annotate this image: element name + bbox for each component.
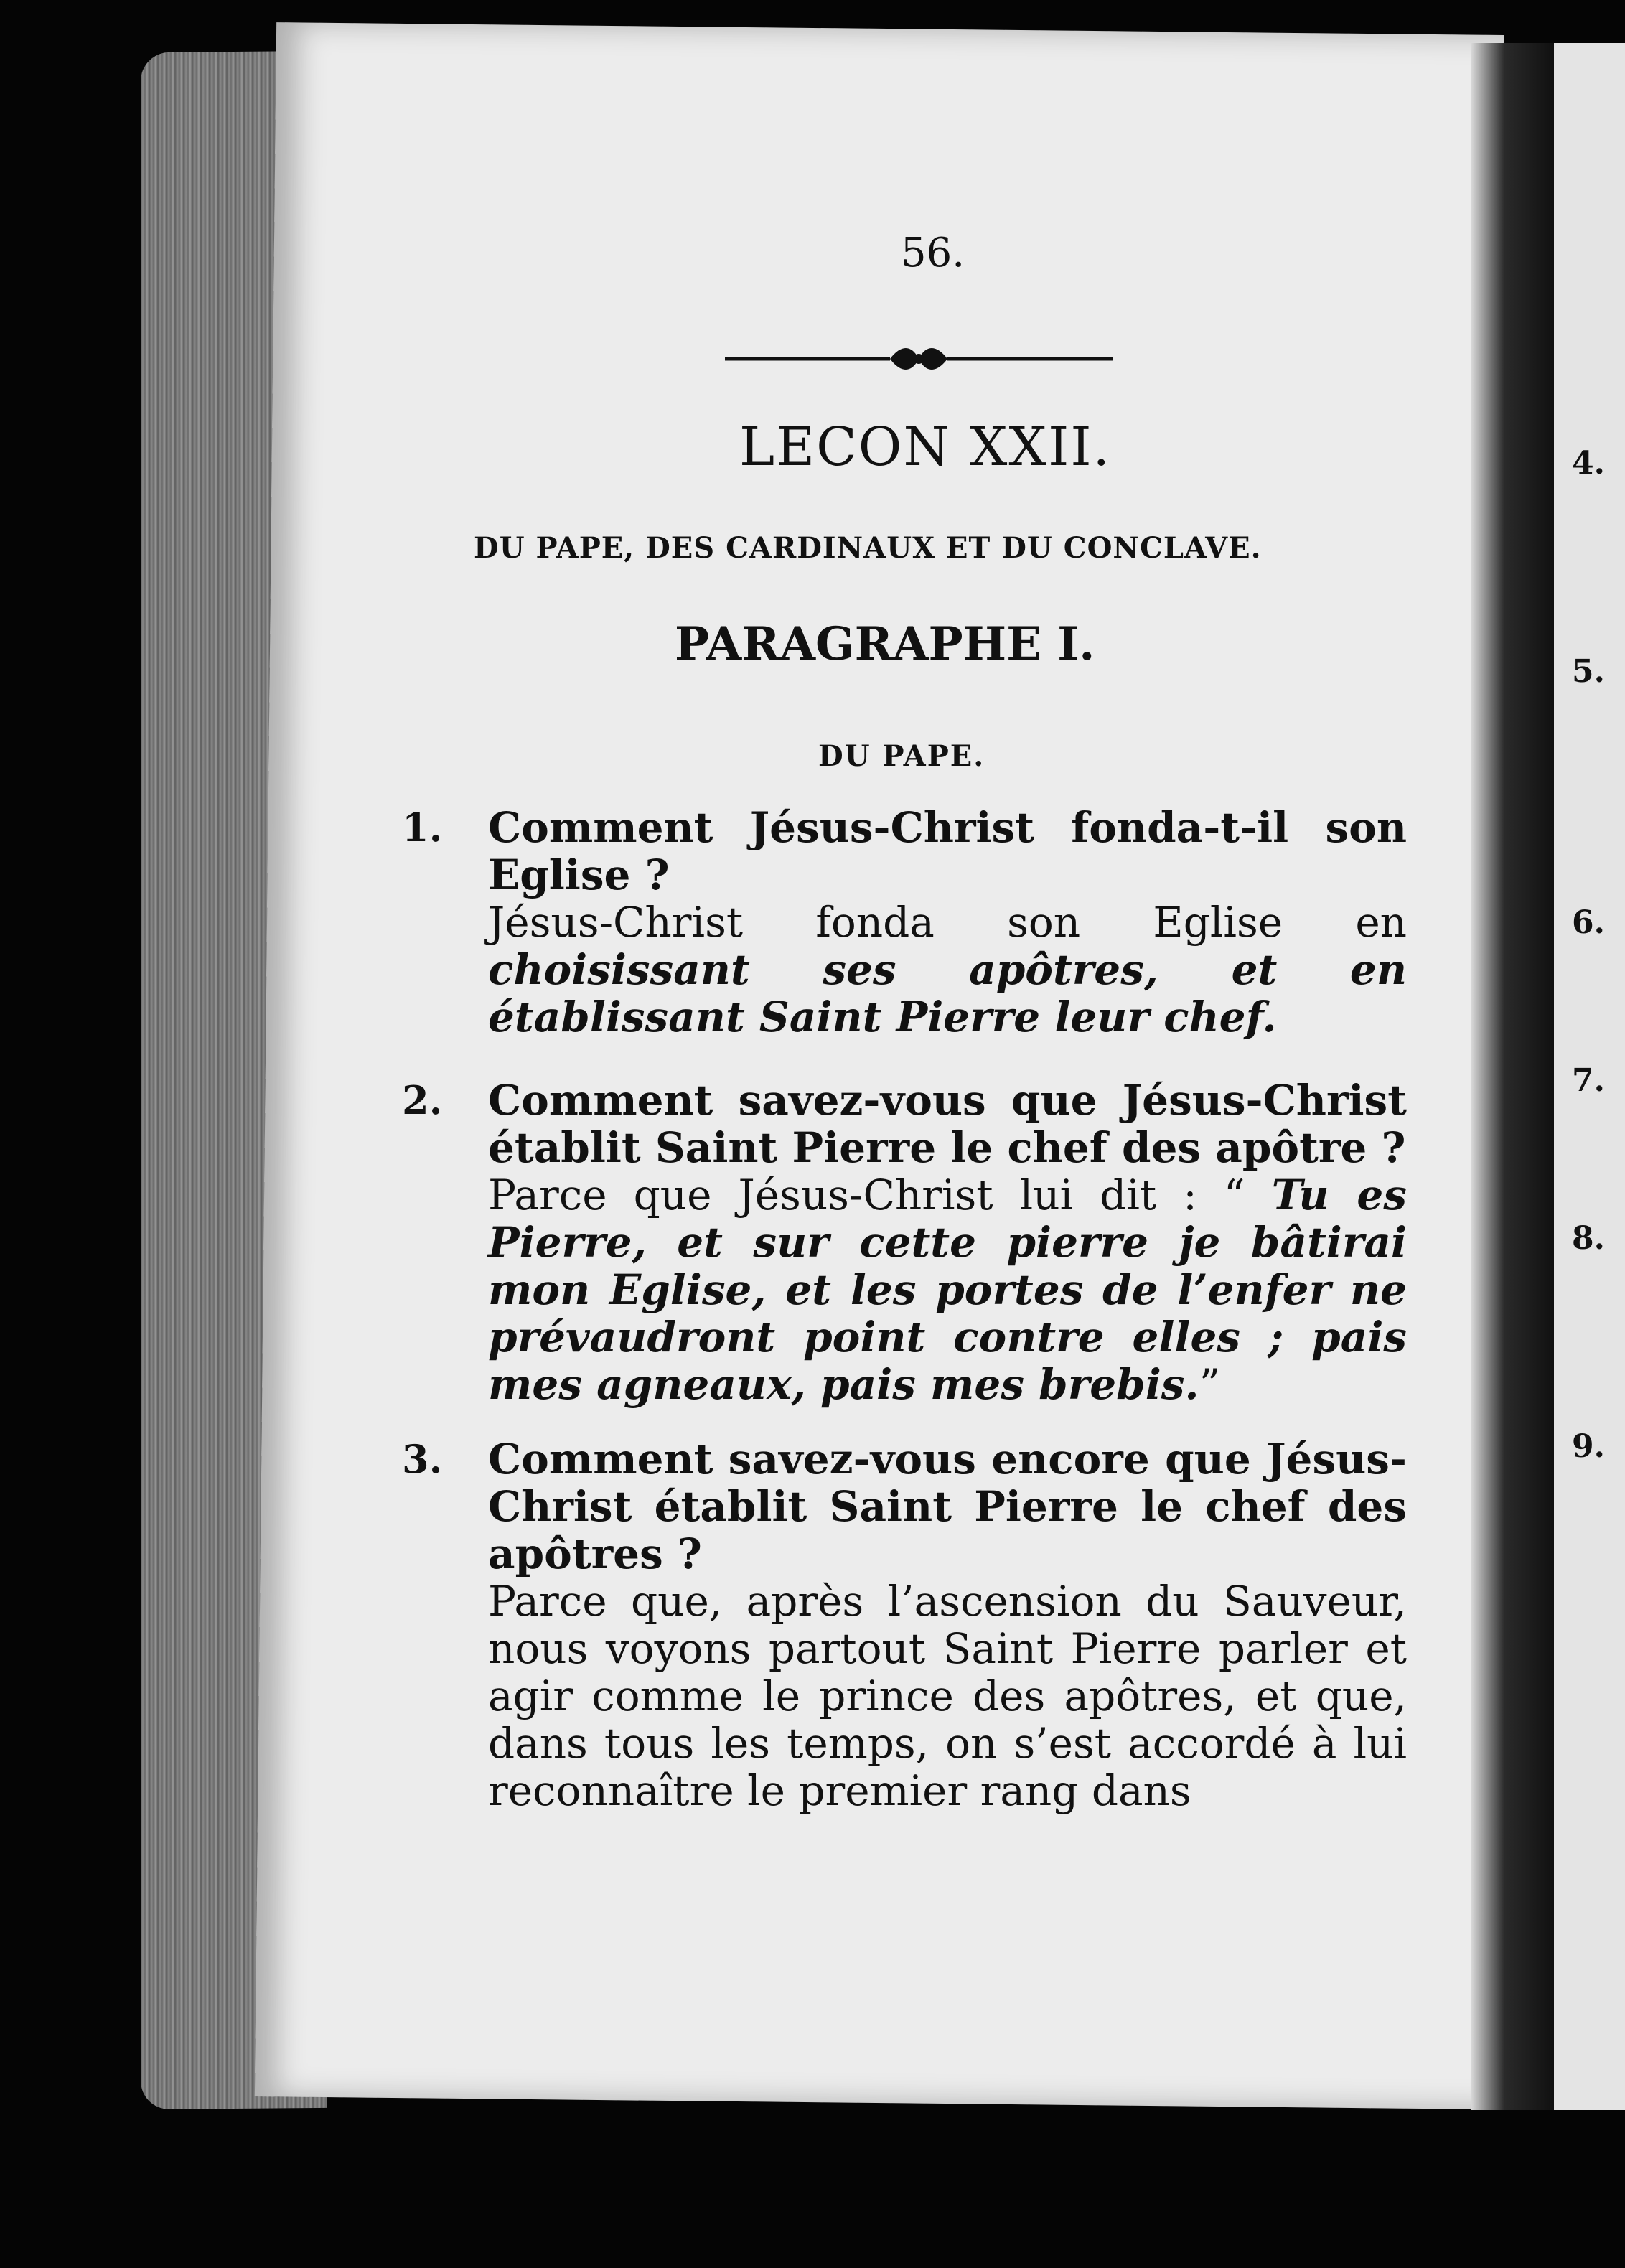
question-text: Comment savez-vous encore que Jésus-Christ établit Saint Pierre le chef des apôtres ? — [488, 1435, 1407, 1578]
page-number: 56. — [901, 230, 965, 276]
answer-plain: Jésus-Christ fonda son Eglise en — [488, 898, 1407, 947]
facing-page-number: 6. — [1572, 904, 1605, 941]
answer-text — [488, 899, 1407, 1041]
facing-page-number: 9. — [1572, 1428, 1605, 1465]
facing-page-number: 7. — [1572, 1062, 1605, 1099]
subsection-title: DU PAPE. — [818, 739, 985, 773]
question-text: Comment savez-vous que Jésus-Christ établit Saint Pierre le chef des apôtre ? — [488, 1076, 1407, 1172]
answer-italic: Tu es Pierre, et sur cette pierre je bâtirai mon Eglise, et les portes de l’enfer ne prévaudront point contre elles ; pais mes agneaux, pais mes brebis. — [488, 1171, 1407, 1409]
lesson-title: LECON XXII. — [739, 416, 1112, 478]
answer-tail: ” — [1199, 1360, 1221, 1409]
ornament-divider — [718, 337, 1120, 380]
answer-text: Parce que, après l’ascension du Sauveur, nous voyons partout Saint Pierre parler et agir comme le prince des apôtres, et que, dans tous les temps, on s’est accordé à lui reconnaître le premier rang dans — [488, 1577, 1407, 1815]
section-title: PARAGRAPHE I. — [675, 617, 1095, 671]
answer-plain: Parce que Jésus-Christ lui dit : “ — [488, 1171, 1272, 1219]
question-block — [402, 1435, 1407, 1814]
facing-page-number: 5. — [1572, 653, 1605, 690]
question-text: Comment Jésus-Christ fonda-t-il son Eglise ? — [488, 803, 1407, 899]
book-gutter — [1471, 43, 1554, 2110]
question-block — [402, 1077, 1407, 1408]
question-number: 1. — [402, 805, 443, 851]
question-number: 3. — [402, 1436, 443, 1482]
answer-text — [488, 1171, 1407, 1408]
facing-page-number: 4. — [1572, 445, 1605, 482]
answer-italic: choisissant ses apôtres, et en établissant Saint Pierre leur chef. — [488, 945, 1407, 1041]
question-number: 2. — [402, 1077, 443, 1123]
facing-page-number: 8. — [1572, 1220, 1605, 1257]
chapter-title: DU PAPE, DES CARDINAUX ET DU CONCLAVE. — [474, 531, 1262, 565]
question-block — [402, 804, 1407, 1041]
